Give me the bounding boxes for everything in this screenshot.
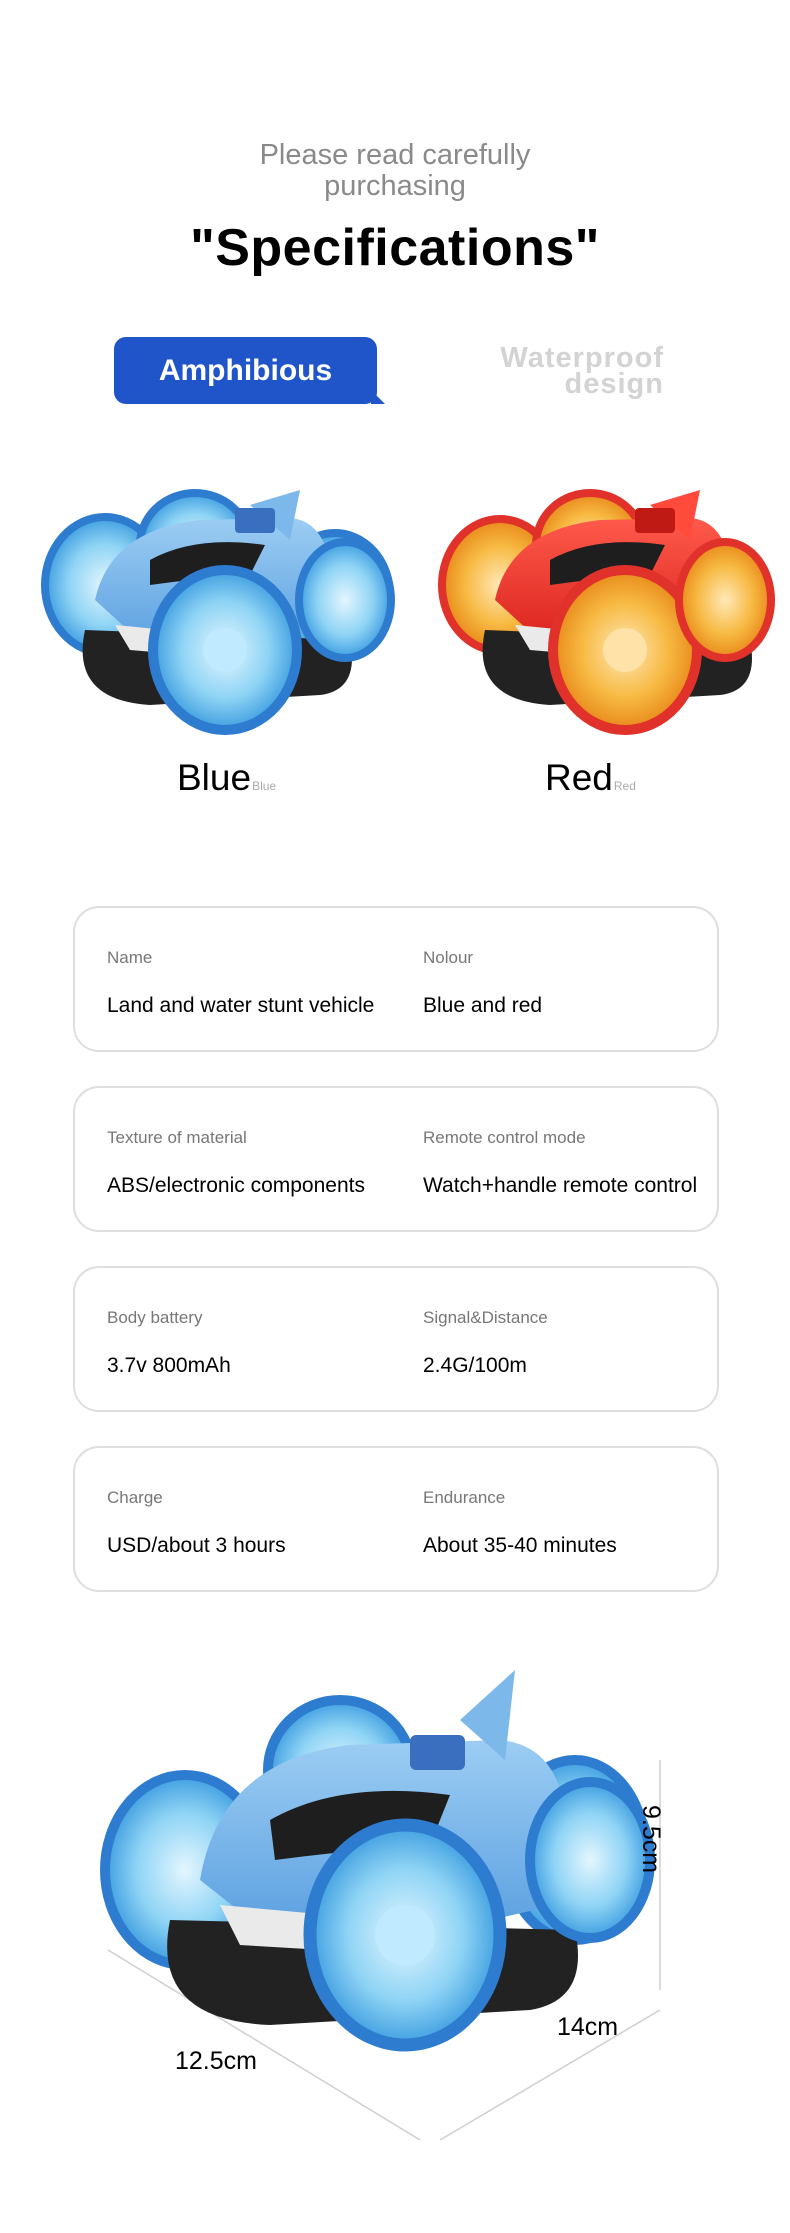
spec-value: USD/about 3 hours xyxy=(107,1534,286,1557)
spec-label: Nolour xyxy=(423,948,474,967)
spec-label: Endurance xyxy=(423,1488,506,1507)
color-red-name: Red xyxy=(545,757,613,798)
blue-car-image xyxy=(45,490,391,730)
color-blue-name: Blue xyxy=(177,757,252,798)
dimension-height: 9.5cm xyxy=(637,1805,665,1874)
subtitle-line-1: Please read carefully xyxy=(259,139,531,171)
color-blue-small: Blue xyxy=(252,779,277,793)
spec-label: Signal&Distance xyxy=(423,1308,548,1327)
spec-card-name xyxy=(73,906,719,1052)
design-line: design xyxy=(564,368,664,400)
spec-value: 3.7v 800mAh xyxy=(107,1354,231,1377)
waterproof-line: Waterproof xyxy=(500,342,664,374)
spec-label: Body battery xyxy=(107,1308,203,1327)
color-blue-label xyxy=(177,757,276,799)
spec-value: ABS/electronic components xyxy=(107,1174,365,1197)
color-red-label xyxy=(545,757,636,799)
spec-label: Name xyxy=(107,948,153,967)
spec-label: Charge xyxy=(107,1488,163,1507)
page-title: "Specifications" xyxy=(190,219,600,277)
color-red-small: Red xyxy=(613,779,636,793)
spec-value: About 35-40 minutes xyxy=(423,1534,617,1557)
spec-value: 2.4G/100m xyxy=(423,1354,527,1377)
spec-value: Watch+handle remote control xyxy=(423,1174,698,1197)
spec-value: Blue and red xyxy=(423,994,543,1017)
spec-value: Land and water stunt vehicle xyxy=(107,994,375,1017)
dimension-length: 12.5cm xyxy=(175,2047,257,2075)
spec-label: Remote control mode xyxy=(423,1128,586,1147)
spec-label: Texture of material xyxy=(107,1128,247,1147)
spec-card-charge xyxy=(73,1446,719,1592)
spec-card-material xyxy=(73,1086,719,1232)
dimension-width: 14cm xyxy=(557,2013,619,2041)
amphibious-tag-label: Amphibious xyxy=(158,353,333,387)
spec-card-battery xyxy=(73,1266,719,1412)
red-car-image xyxy=(442,490,771,730)
subtitle-line-2: purchasing xyxy=(324,170,466,202)
